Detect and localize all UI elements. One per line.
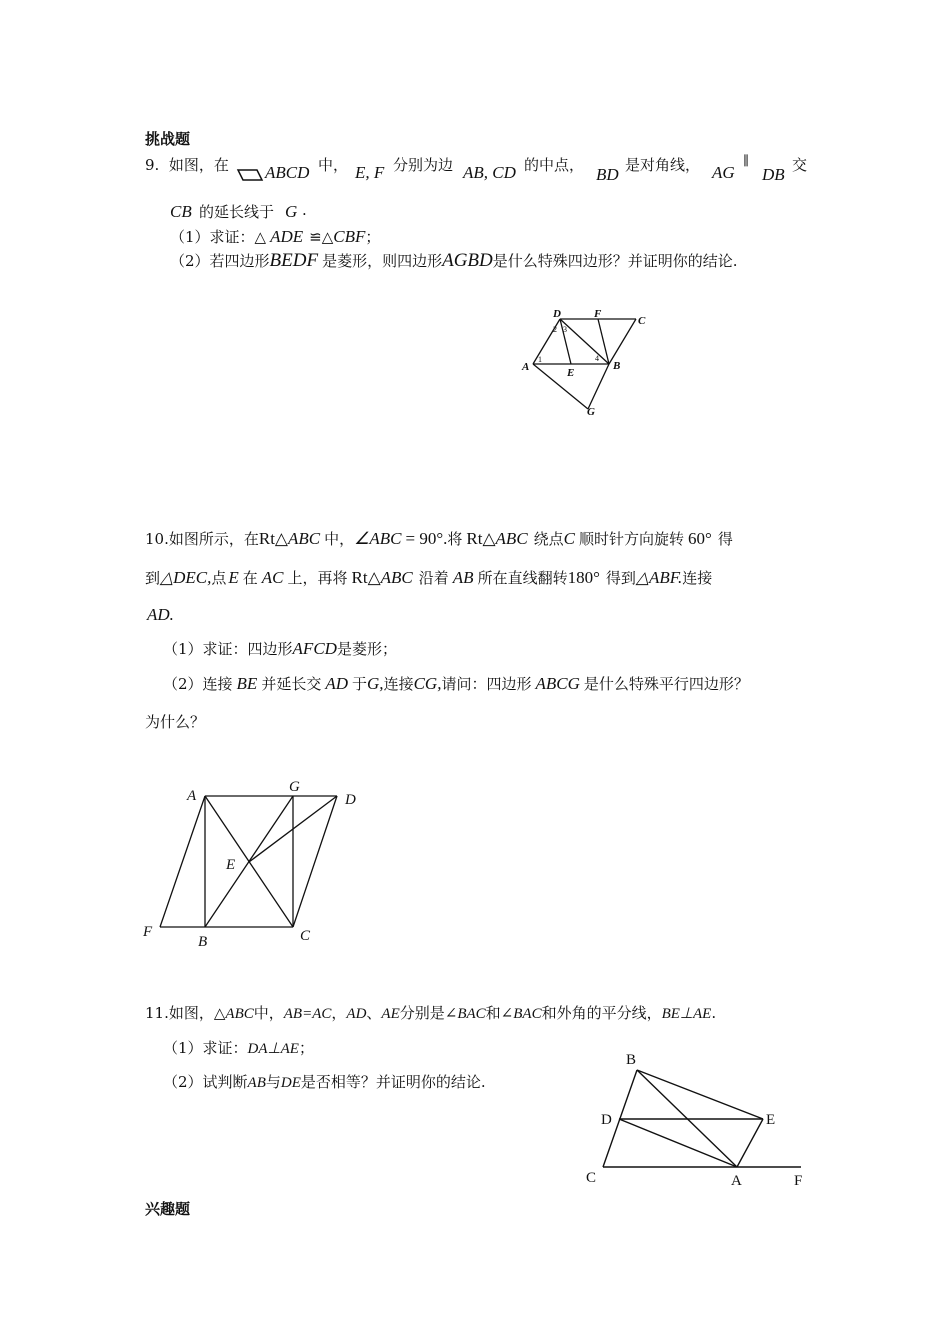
problem-9-text: 如图，在 [168,156,229,174]
fig9-label-E: E [567,367,575,379]
problem-10-question-1: （1）求证：四边形AFCD是菱形； [163,639,397,658]
problem-9-text: 中， [318,156,349,174]
fig9-label-D: D [553,308,561,320]
fig9-label-F: F [594,308,602,320]
section-heading-challenge: 挑战题 [145,130,191,148]
fig10-label-A: A [187,788,197,804]
problem-10-line-1: 10.如图所示，在Rt△ABC 中，∠ABC = 90°.将 Rt△ABC 绕点C 顺时针方向旋转 60° 得 [145,529,733,548]
fig9-angle-3: 3 [563,325,567,334]
fig10-label-E: E [226,857,236,873]
fig11-label-D: D [601,1112,612,1128]
fig9-angle-2: 2 [553,325,557,334]
fig11-label-E: E [766,1112,776,1128]
problem-11-question-1: （1）求证：DA⊥AE； [163,1039,314,1057]
problem-9-text: 的延长线于 [199,203,275,221]
fig10-label-D: D [345,792,356,808]
math-ab-cd: AB, CD [463,163,516,182]
fig9-label-C: C [638,315,646,327]
fig11-label-F: F [794,1173,803,1189]
math-ag: AG [712,163,735,182]
problem-9-number: 9. [145,156,160,174]
fig10-label-F: F [143,924,153,940]
fig9-label-G: G [587,406,595,418]
fig9-label-A: A [522,361,530,373]
math-cb: CB [170,202,192,221]
fig10-label-B: B [198,934,208,950]
problem-9-question-1: （1）求证：△ ADE ≌△CBF； [170,227,381,246]
problem-9-text: 交 [792,156,808,174]
fig11-label-B: B [626,1052,637,1068]
problem-10-line-3: AD. [147,605,174,624]
problem-10-question-2: （2）连接 BE 并延长交 AD 于G,连接CG,请问：四边形 ABCG 是什么特殊平行四边形？ [163,674,749,693]
math-db: DB [762,165,785,184]
problem-10-line-2: 到△DEC,点 E 在 AC 上，再将 Rt△ABC 沿着 AB 所在直线翻转180° 得到△ABF.连接 [145,568,713,587]
problem-11-question-2: （2）试判断AB与DE是否相等？并证明你的结论. [163,1073,486,1091]
fig9-angle-4: 4 [595,354,599,363]
problem-9-text: . [302,201,307,219]
math-bd: BD [596,165,619,184]
problem-9-text: 的中点， [524,156,585,174]
fig10-label-C: C [300,928,311,944]
math-abcd: ABCD [265,163,310,182]
problem-9-text: 是对角线， [625,156,701,174]
fig11-label-A: A [731,1173,742,1189]
math-ef: E, F [355,163,385,182]
problem-11-line-1: 11.如图，△ABC中，AB=AC，AD、AE分别是∠BAC和∠BAC和外角的平分线，BE⊥AE. [145,1004,717,1022]
problem-10-question-2-cont: 为什么？ [145,713,206,731]
fig11-label-C: C [586,1170,597,1186]
section-heading-interest: 兴趣题 [145,1200,191,1218]
math-g: G [285,202,298,221]
parallel-symbol: ∥ [743,154,750,169]
problem-9-text: 分别为边 [393,156,454,174]
fig10-label-G: G [289,779,300,795]
fig9-angle-1: 1 [538,355,542,364]
fig9-label-B: B [613,360,621,372]
problem-9-question-2: （2）若四边形BEDF 是菱形，则四边形AGBD是什么特殊四边形？并证明你的结论. [170,250,738,271]
